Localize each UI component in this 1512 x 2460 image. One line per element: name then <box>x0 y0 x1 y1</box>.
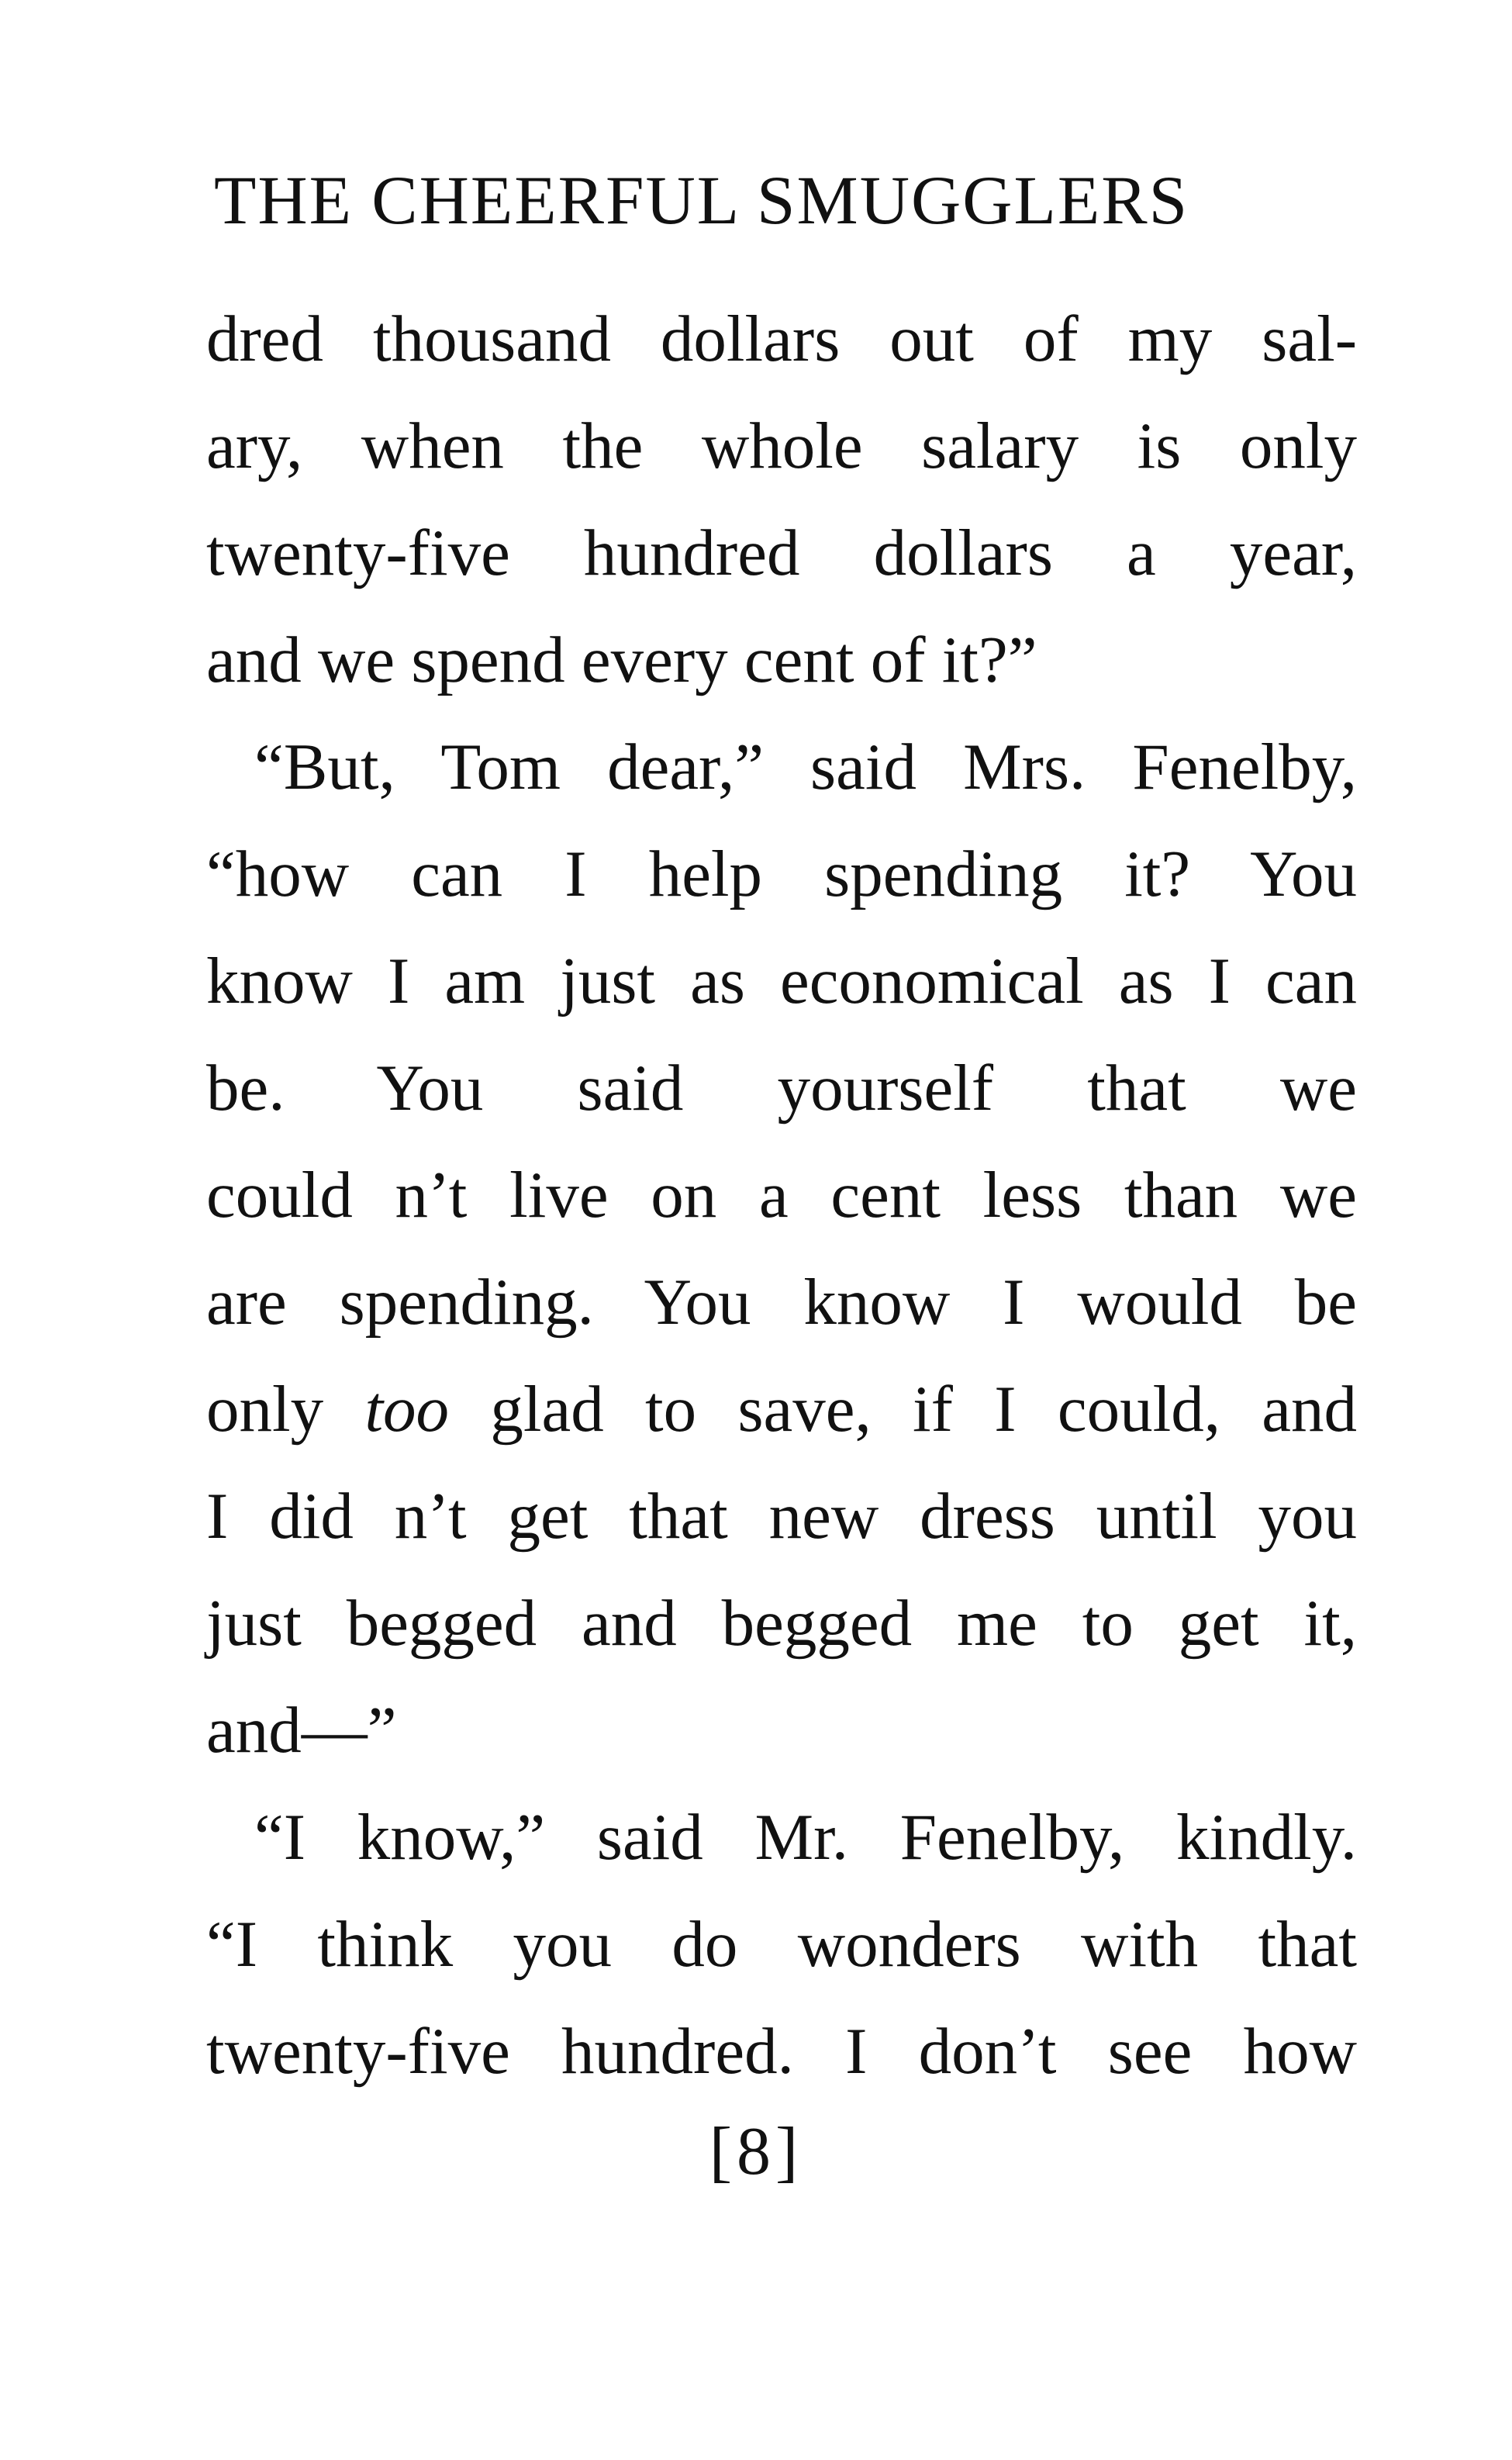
text-line: be. You said yourself that we <box>206 1052 1357 1125</box>
text-line-with-emphasis <box>206 1356 1357 1463</box>
running-head: THE CHEERFUL SMUGGLERS <box>214 163 1189 239</box>
text-fragment: only <box>206 1373 324 1446</box>
text-line: know I am just as economical as I can <box>206 945 1357 1018</box>
text-line: “I know,” said Mr. Fenelby, kindly. <box>254 1801 1357 1874</box>
text-line: are spending. You know I would be <box>206 1266 1357 1339</box>
text-line: “how can I help spending it? You <box>206 838 1357 910</box>
emphasized-word: too <box>364 1373 450 1446</box>
text-line: could n’t live on a cent less than we <box>206 1159 1357 1232</box>
text-line: twenty-five hundred dollars a year, <box>206 517 1357 589</box>
text-line: “I think you do wonders with that <box>206 1908 1357 1981</box>
text-line: and we spend every cent of it?” <box>206 624 1037 696</box>
text-line: “But, Tom dear,” said Mrs. Fenelby, <box>254 731 1357 803</box>
text-line: twenty-five hundred. I don’t see how <box>206 2015 1357 2088</box>
text-line: I did n’t get that new dress until you <box>206 1480 1357 1553</box>
text-line: and—” <box>206 1694 397 1767</box>
text-line: ary, when the whole salary is only <box>206 409 1357 482</box>
text-fragment: glad to save, if I could, and <box>490 1373 1358 1446</box>
body-text <box>206 285 1357 2105</box>
page-number: [8] <box>709 2114 803 2189</box>
text-line: just begged and begged me to get it, <box>206 1587 1357 1660</box>
text-line: dred thousand dollars out of my sal- <box>206 302 1357 375</box>
